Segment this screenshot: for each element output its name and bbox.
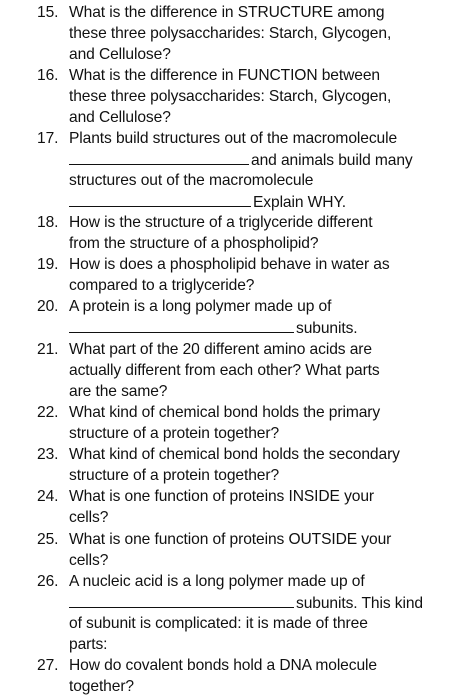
question-text-line: of subunit is complicated: it is made of three	[69, 615, 368, 632]
question-text-line: Plants build structures out of the macromolecule	[69, 130, 398, 147]
question-text-line: Explain WHY.	[253, 194, 346, 211]
question-text-line: What is the difference in FUNCTION between	[69, 67, 380, 84]
question-text-line: What is the difference in STRUCTURE among	[69, 4, 385, 21]
answer-blank[interactable]	[69, 592, 294, 608]
question-number: 18.	[37, 214, 59, 231]
question-text-line: these three polysaccharides: Starch, Glycogen,	[69, 25, 392, 42]
question-number: 24.	[37, 488, 59, 505]
question-text-line: subunits. This kind	[296, 595, 423, 612]
question-number: 15.	[37, 4, 59, 21]
question-number: 27.	[37, 657, 59, 674]
question-text-line: together?	[69, 678, 134, 695]
question-text-line: and animals build many	[251, 152, 413, 169]
question-number: 21.	[37, 341, 59, 358]
question-text-line: cells?	[69, 552, 109, 569]
question-text-line: are the same?	[69, 383, 168, 400]
question-number: 20.	[37, 298, 59, 315]
answer-blank[interactable]	[69, 149, 249, 165]
answer-blank[interactable]	[69, 191, 251, 207]
question-number: 26.	[37, 573, 59, 590]
question-text-line: How do covalent bonds hold a DNA molecule	[69, 657, 377, 674]
question-number: 19.	[37, 256, 59, 273]
question-text-line: How is does a phospholipid behave in water as	[69, 256, 390, 273]
question-text-line: compared to a triglyceride?	[69, 277, 255, 294]
question-text-line: these three polysaccharides: Starch, Glycogen,	[69, 88, 392, 105]
question-text-line: What kind of chemical bond holds the primary	[69, 404, 381, 421]
question-number: 16.	[37, 67, 59, 84]
question-text-line: How is the structure of a triglyceride different	[69, 214, 373, 231]
question-text-line: actually different from each other? What parts	[69, 362, 380, 379]
question-text-line: and Cellulose?	[69, 109, 171, 126]
question-text-line: subunits.	[296, 320, 358, 337]
question-number: 17.	[37, 130, 59, 147]
answer-blank[interactable]	[69, 317, 294, 333]
question-text-line: structure of a protein together?	[69, 425, 280, 442]
question-text-line: A nucleic acid is a long polymer made up of	[69, 573, 365, 590]
question-text-line: and Cellulose?	[69, 46, 171, 63]
question-text-line: What part of the 20 different amino acids are	[69, 341, 372, 358]
question-number: 25.	[37, 531, 59, 548]
question-text-line: parts:	[69, 636, 108, 653]
question-text-line: cells?	[69, 509, 109, 526]
question-text-line: What is one function of proteins OUTSIDE your	[69, 531, 392, 548]
question-text-line: What is one function of proteins INSIDE your	[69, 488, 375, 505]
question-text-line: from the structure of a phospholipid?	[69, 235, 319, 252]
question-text-line: structure of a protein together?	[69, 467, 280, 484]
question-text-line: A protein is a long polymer made up of	[69, 298, 332, 315]
question-number: 23.	[37, 446, 59, 463]
question-number: 22.	[37, 404, 59, 421]
question-text-line: What kind of chemical bond holds the secondary	[69, 446, 400, 463]
question-text-line: structures out of the macromolecule	[69, 172, 314, 189]
